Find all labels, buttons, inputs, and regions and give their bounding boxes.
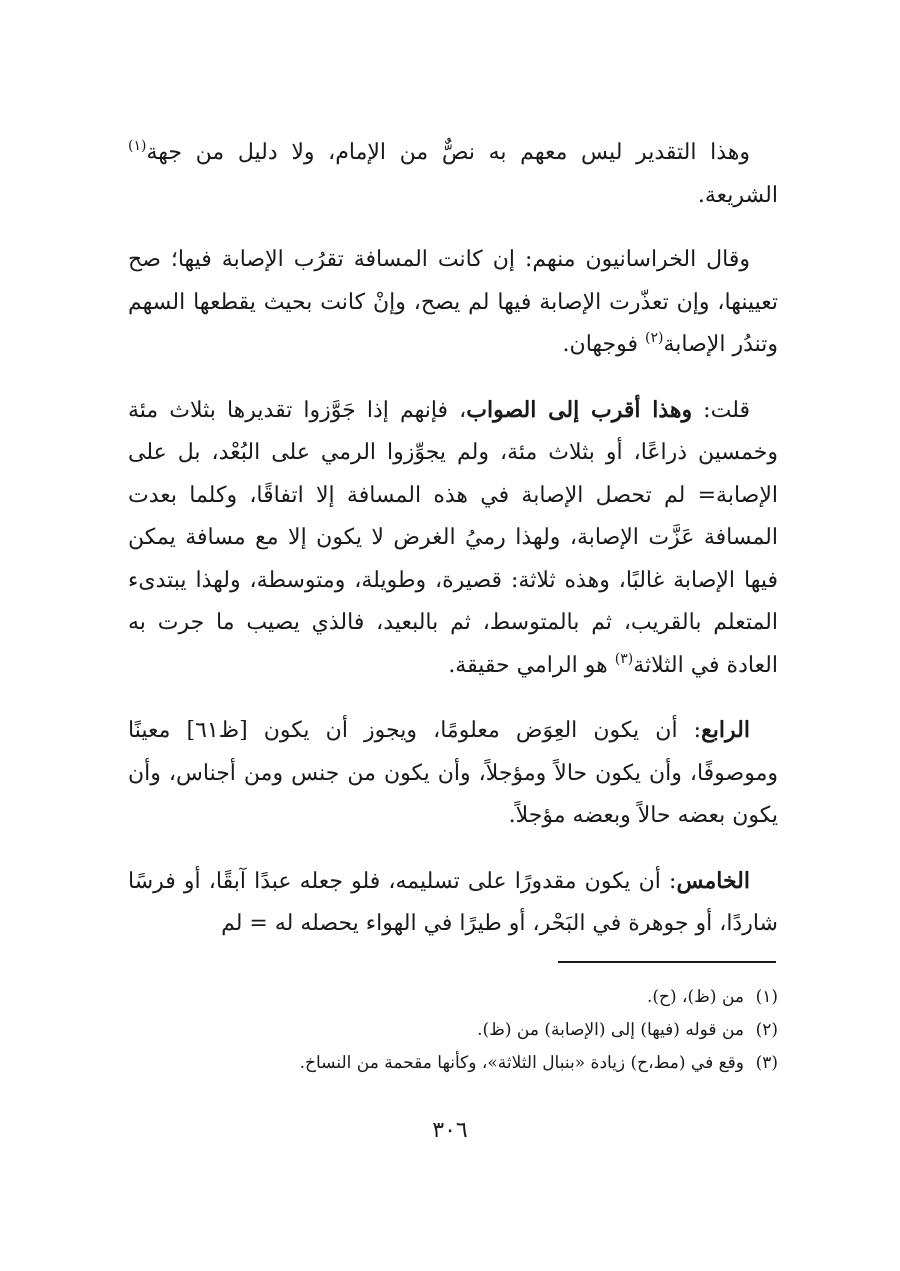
- paragraph-2: [128, 239, 778, 367]
- paragraph-1-text-end: الشريعة.: [697, 182, 778, 208]
- footnote-number: (٢): [755, 1020, 778, 1040]
- footnote-2: [128, 1014, 778, 1047]
- paragraph-3-text: ، فإنهم إذا جَوَّزوا تقديرها بثلاث مئة وخمسين ذراعًا، أو بثلاث مئة، ولم يجوِّزوا الرمي على البُعْد، بل على الإصابة= لم تحصل الإصابة في هذه المسافة إلا اتفاقًا، وكلما بعدت المسافة عَزَّت الإصابة، ولهذا رميُ الغرض لا يكون إلا مع مسافة يمكن فيها الإصابة غالبًا، وهذه ثلاثة: قصيرة، وطويلة، ومتوسطة، ولهذا يبتدىء المتعلم بالقريب، ثم بالمتوسط، ثم بالبعيد، فالذي يصيب ما جرت به العادة في الثلاثة: [128, 397, 778, 678]
- page-number: ٣٠٦: [432, 1118, 468, 1143]
- paragraph-1: [128, 132, 778, 217]
- paragraph-2-text: وقال الخراسانيون منهم: إن كانت المسافة تقرُب الإصابة فيها؛ صح تعيينها، وإن تعذّرت الإصابة فيها لم يصح، وإنْ كانت بحيث يقطعها السهم وتندُر الإصابة: [128, 247, 778, 357]
- paragraph-5: [128, 860, 778, 946]
- footnote-1: [128, 981, 778, 1014]
- paragraph-3-text-end: هو الرامي حقيقة.: [448, 652, 615, 678]
- paragraph-3: [128, 389, 778, 688]
- footnote-3: [128, 1047, 778, 1080]
- footnote-text: من (ظ)، (ح).: [647, 987, 744, 1007]
- paragraph-2-text-end: فوجهان.: [562, 332, 646, 357]
- main-text: [128, 132, 778, 968]
- paragraph-5-text: : أن يكون مقدورًا على تسليمه، فلو جعله عبدًا آبقًا، أو فرسًا شاردًا، أو جوهرة في البَحْر، أو طيرًا في الهواء يحصله له = لم: [128, 868, 778, 936]
- footnotes: [128, 981, 778, 1080]
- paragraph-3-bold-phrase: وهذا أقرب إلى الصواب: [466, 396, 693, 423]
- footnote-ref-3[interactable]: (٣): [614, 650, 634, 667]
- footnote-text: وقع في (مط،ح) زيادة «بنبال الثلاثة»، وكأنها مقحمة من النساخ.: [299, 1053, 744, 1073]
- footnote-number: (١): [755, 987, 778, 1007]
- footnote-ref-1[interactable]: (١): [128, 138, 147, 154]
- paragraph-5-heading: الخامس: [676, 867, 750, 894]
- paragraph-3-lead: قلت:: [692, 397, 750, 423]
- footnote-separator: [558, 961, 776, 963]
- footnote-number: (٣): [755, 1053, 778, 1073]
- paragraph-1-text: وهذا التقدير ليس معهم به نصٌّ من الإمام، ولا دليل من جهة: [146, 140, 750, 165]
- footnote-text: من قوله (فيها) إلى (الإصابة) من (ظ).: [477, 1020, 744, 1040]
- footnote-ref-2[interactable]: (٢): [645, 330, 664, 346]
- paragraph-4: [128, 709, 778, 838]
- paragraph-4-text: : أن يكون العِوَض معلومًا، ويجوز أن يكون [ظ٦١] معينًا وموصوفًا، وأن يكون حالاً ومؤجلاً، وأن يكون من جنس ومن أجناس، وأن يكون بعضه حالاً وبعضه مؤجلاً.: [128, 718, 778, 828]
- paragraph-4-heading: الرابع: [701, 717, 750, 743]
